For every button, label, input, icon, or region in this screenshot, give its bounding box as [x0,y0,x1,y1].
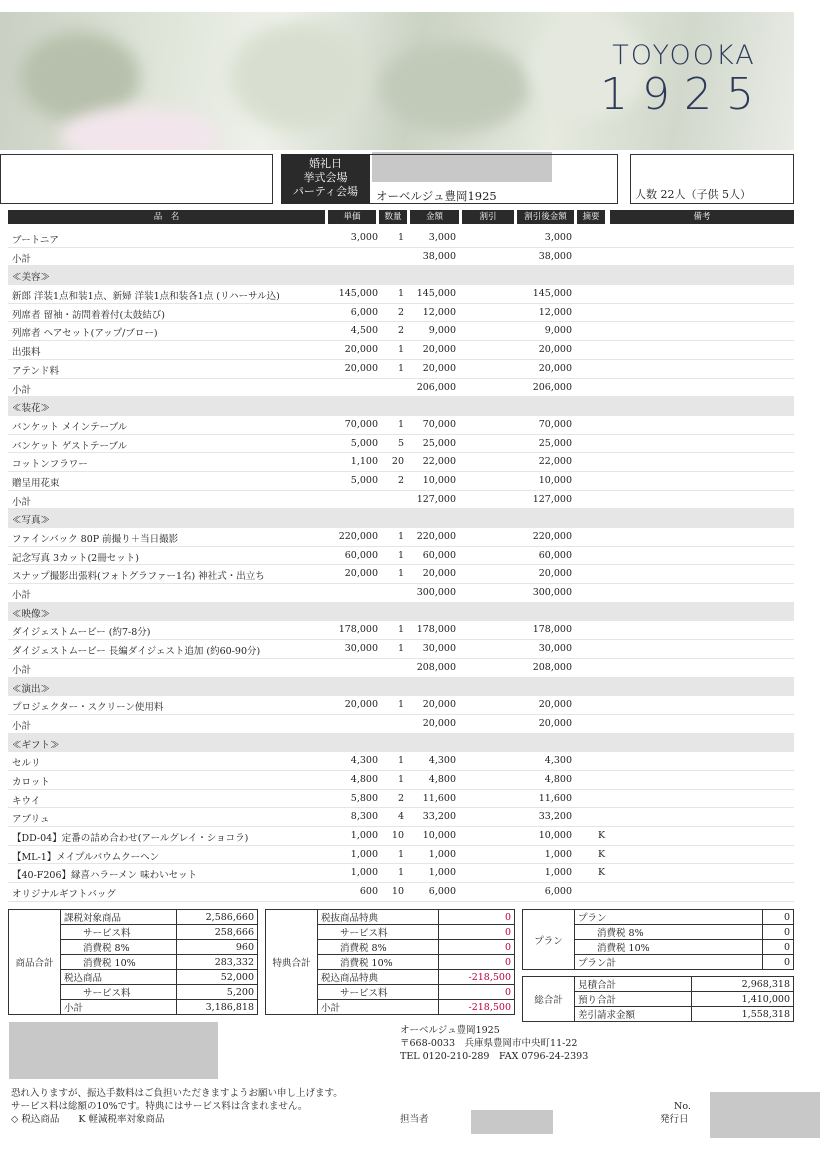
summary-key: 課税対象商品 [61,910,177,925]
item-net-amount: 1,000 [544,867,572,879]
summary-value: 2,586,660 [176,910,257,925]
subtotal-amount: 300,000 [416,587,456,599]
item-amount: 3,000 [428,232,456,243]
summary-key: 消費税 10% [318,955,439,970]
item-qty: 20 [391,456,404,468]
summary-value: 5,200 [176,985,257,1000]
item-row [8,640,794,659]
item-price: 60,000 [344,549,378,561]
item-name: ダイジェストムービー (約7-8分) [12,627,151,639]
item-name: カロット [12,776,50,788]
summary-key: サービス料 [318,925,439,940]
item-name: コットンフラワー [12,459,88,471]
item-net-amount: 10,000 [538,474,572,486]
summary-key: サービス料 [61,925,177,940]
item-row [8,322,794,341]
item-name: 列席者 ヘアセット(アップ/ブロー) [12,328,158,340]
item-price: 30,000 [344,643,378,655]
item-qty: 2 [397,325,404,337]
summary-key: プラン [575,910,763,925]
item-name: ダイジェストムービー 長編ダイジェスト追加 (約60-90分) [12,646,261,658]
item-net-amount: 30,000 [538,643,572,655]
col-summary: 摘要 [577,210,605,224]
item-name: スナップ撮影出張料(フォトグラファー1名) 神社式・出立ち [12,571,265,583]
summary-row [266,910,515,925]
summary-value: -218,500 [438,1000,514,1015]
item-name: ≪演出≫ [12,683,51,695]
item-price: 1,000 [350,830,378,841]
item-price: 145,000 [338,288,378,300]
subtotal-row [8,248,794,267]
item-price: 5,800 [350,792,378,804]
item-row [8,808,794,827]
item-amount: 20,000 [422,699,456,711]
item-price: 6,000 [350,306,378,318]
items-table-header [8,210,794,224]
brand-logo [600,40,768,120]
item-amount: 22,000 [422,456,456,468]
item-row [8,416,794,435]
item-row [8,341,794,360]
item-price: 1,000 [350,867,378,879]
item-row [8,771,794,790]
goods-summary-table [8,909,258,1015]
section-header [8,734,794,753]
item-qty: 1 [397,232,404,243]
item-amount: 1,000 [428,867,456,879]
item-name: ≪美容≫ [12,272,51,284]
item-amount: 20,000 [422,362,456,374]
subtotal-row [8,715,794,734]
summary-group-label: 商品合計 [9,910,61,1015]
item-price: 5,000 [350,474,378,486]
item-net-amount: 9,000 [544,325,572,337]
item-row [8,453,794,472]
item-amount: 145,000 [416,288,456,300]
item-price: 20,000 [344,568,378,580]
item-amount: 30,000 [422,643,456,655]
redacted-stamp [9,1022,218,1079]
col-name: 品 名 [8,210,325,224]
item-tax-tag: K [598,848,606,860]
item-amount: 1,000 [428,848,456,860]
item-qty: 1 [397,362,404,374]
item-price: 20,000 [344,362,378,374]
item-amount: 11,600 [422,792,456,804]
col-net: 割引後金額 [517,210,574,224]
item-name: ≪映像≫ [12,608,51,620]
section-header [8,397,794,416]
item-name: 小計 [12,720,32,732]
summary-key: 税抜商品特典 [318,910,439,925]
party-venue-value: オーベルジュ豊岡1925 [376,189,497,203]
redacted-staff [471,1110,553,1134]
item-amount: 60,000 [422,549,456,561]
item-name: 【DD-04】定番の詰め合わせ(アールグレイ・ショコラ) [12,833,249,844]
item-name: ファインバック 80P 前撮り＋当日撮影 [12,534,179,545]
summary-value: 2,968,318 [692,977,794,992]
item-amount: 10,000 [422,474,456,486]
item-net-amount: 22,000 [538,456,572,468]
item-name: アテンド料 [12,365,60,377]
note-service: サービス料は総額の10%です。特典にはサービス料は含まれません。 [11,1101,308,1112]
item-row [8,621,794,640]
item-amount: 9,000 [428,325,456,337]
summary-value: 0 [438,985,514,1000]
item-row [8,229,794,248]
item-net-amount: 20,000 [538,362,572,374]
summary-value: 0 [438,940,514,955]
item-row [8,360,794,379]
subtotal-amount: 20,000 [422,717,456,729]
section-header [8,266,794,285]
item-price: 1,000 [350,848,378,860]
item-net-amount: 3,000 [544,232,572,243]
event-labels [281,154,370,204]
item-price: 4,500 [350,325,378,337]
section-header [8,678,794,697]
people-count: 人数 22人（子供 5人） [635,188,751,201]
item-name: 新郎 洋装1点和装1点、新婦 洋装1点和装各1点 (リハーサル込) [12,291,280,303]
redacted-number [710,1092,820,1138]
item-amount: 70,000 [422,418,456,430]
notes [11,1087,343,1126]
item-price: 178,000 [338,624,378,636]
summary-key: 消費税 8% [318,940,439,955]
item-amount: 4,800 [428,773,456,785]
brand-name: TOYOOKA [612,40,756,71]
subtotal-net-amount: 206,000 [532,381,572,393]
item-name: プロジェクター・スクリーン使用料 [12,702,164,714]
wedding-date-label: 婚礼日 [309,157,342,170]
subtotal-amount: 127,000 [416,493,456,505]
subtotal-net-amount: 127,000 [532,493,572,505]
item-price: 1,100 [350,456,378,468]
summary-key: 税込商品特典 [318,970,439,985]
summary-value: 1,558,318 [692,1007,794,1022]
total-summary-table [522,976,794,1022]
item-row [8,696,794,715]
item-amount: 6,000 [428,886,456,898]
item-net-amount: 145,000 [532,288,572,300]
photo-blur [230,22,370,132]
summary-row [523,910,794,925]
item-net-amount: 12,000 [538,306,572,318]
item-name: バンケット ゲストテーブル [12,440,128,452]
item-price: 220,000 [338,531,378,542]
summary-value: 0 [762,910,793,925]
item-qty: 5 [397,437,404,449]
summary-group-label: 特典合計 [266,910,318,1015]
header-banner [0,12,794,150]
subtotal-row [8,584,794,603]
summary-key: 預り合計 [575,992,692,1007]
item-amount: 178,000 [416,624,456,636]
note-legend: ◇ 税込商品 K 軽減税率対象商品 [11,1114,165,1125]
item-net-amount: 20,000 [538,568,572,580]
item-name: 小計 [12,590,32,602]
item-net-amount: 60,000 [538,549,572,561]
item-qty: 1 [397,344,404,356]
item-amount: 220,000 [416,531,456,542]
item-qty: 10 [391,886,404,898]
item-tax-tag: K [598,867,606,879]
item-name: 【ML-1】メイプルバウムクーヘン [12,851,160,863]
number-label: No. [674,1101,691,1112]
item-net-amount: 4,300 [544,755,572,767]
summary-key: 見積合計 [575,977,692,992]
col-price: 単価 [328,210,376,224]
note-fee: 恐れ入りますが、振込手数料はご負担いただきますようお願い申し上げます。 [11,1088,343,1099]
item-net-amount: 20,000 [538,699,572,711]
summary-value: 0 [438,955,514,970]
summary-key: 小計 [61,1000,177,1015]
summary-value: 52,000 [176,970,257,985]
summary-value: 960 [176,940,257,955]
item-name: 小計 [12,664,32,676]
item-row [8,435,794,454]
subtotal-row [8,491,794,510]
summary-key: 税込商品 [61,970,177,985]
subtotal-amount: 206,000 [416,381,456,393]
item-name: ≪ギフト≫ [12,739,60,751]
brand-year: 1925 [600,69,768,120]
item-row [8,472,794,491]
item-row [8,827,794,846]
company-phone: TEL 0120-210-289 FAX 0796-24-2393 [400,1051,589,1062]
item-qty: 2 [397,792,404,804]
item-net-amount: 6,000 [544,886,572,898]
subtotal-row [8,379,794,398]
item-name: アブリュ [12,814,50,826]
item-price: 600 [359,886,378,898]
benefit-summary-table [265,909,515,1015]
item-qty: 2 [397,306,404,318]
section-header [8,603,794,622]
company-info [400,1024,588,1063]
item-net-amount: 33,200 [538,811,572,823]
subtotal-row [8,659,794,678]
item-qty: 1 [397,624,404,636]
summary-key: プラン計 [575,955,763,970]
item-net-amount: 70,000 [538,418,572,430]
item-price: 20,000 [344,699,378,711]
item-row [8,752,794,771]
item-row [8,304,794,323]
item-name: 列席者 留袖・訪問着着付(太鼓結び) [12,309,165,321]
item-name: オリジナルギフトバッグ [12,889,116,901]
subtotal-net-amount: 300,000 [532,587,572,599]
summary-key: サービス料 [318,985,439,1000]
item-amount: 33,200 [422,811,456,823]
item-net-amount: 11,600 [538,792,572,804]
item-price: 70,000 [344,418,378,430]
subtotal-amount: 38,000 [422,250,456,262]
ceremony-venue-label: 挙式会場 [303,171,348,184]
subtotal-net-amount: 208,000 [532,661,572,673]
summary-value: 258,666 [176,925,257,940]
item-name: 小計 [12,253,32,265]
item-price: 3,000 [350,232,378,243]
summary-group-label: プラン [523,910,575,970]
item-name: キウイ [12,795,41,807]
summary-value: 283,332 [176,955,257,970]
item-amount: 25,000 [422,437,456,449]
customer-box [0,154,273,204]
plan-summary-table [522,909,794,970]
item-row [8,864,794,883]
item-name: 贈呈用花束 [12,477,60,489]
item-qty: 1 [397,755,404,767]
item-name: ブートニア [12,235,59,246]
item-name: 小計 [12,384,32,396]
item-qty: 1 [397,531,404,542]
col-discount: 割引 [462,210,514,224]
item-row [8,547,794,566]
subtotal-amount: 208,000 [416,661,456,673]
summary-key: 消費税 10% [575,940,763,955]
item-name: ≪装花≫ [12,403,51,415]
company-name: オーベルジュ豊岡1925 [400,1025,500,1036]
summary-key: 差引請求金額 [575,1007,692,1022]
party-venue-label: パーティ会場 [292,185,359,198]
subtotal-net-amount: 20,000 [538,717,572,729]
item-net-amount: 1,000 [544,848,572,860]
item-qty: 1 [397,773,404,785]
issue-date-label: 発行日 [660,1114,689,1125]
summary-key: 小計 [318,1000,439,1015]
item-price: 4,300 [350,755,378,767]
items-table-body [8,229,794,902]
item-name: 【40-F206】縁喜ハラーメン 味わいセット [12,870,198,882]
subtotal-net-amount: 38,000 [538,250,572,262]
item-price: 4,800 [350,773,378,785]
col-amount: 金額 [410,210,459,224]
item-qty: 1 [397,568,404,580]
item-qty: 2 [397,474,404,486]
summary-value: 0 [762,925,793,940]
summary-row [523,977,794,992]
item-qty: 1 [397,699,404,711]
photo-blur [380,42,530,132]
summary-key: 消費税 8% [61,940,177,955]
col-remarks: 備考 [610,210,794,224]
item-row [8,883,794,902]
col-qty: 数量 [379,210,407,224]
item-net-amount: 4,800 [544,773,572,785]
summary-value: 0 [438,910,514,925]
item-name: 小計 [12,496,32,508]
item-name: 記念写真 3カット(2冊セット) [12,552,139,564]
item-net-amount: 20,000 [538,344,572,356]
summary-value: 0 [762,940,793,955]
item-amount: 20,000 [422,568,456,580]
summary-value: 1,410,000 [692,992,794,1007]
item-row [8,565,794,584]
summary-value: 3,186,818 [176,1000,257,1015]
item-amount: 20,000 [422,344,456,356]
item-row [8,790,794,809]
item-price: 20,000 [344,344,378,356]
item-net-amount: 220,000 [532,531,572,542]
company-address: 〒668-0033 兵庫県豊岡市中央町11-22 [400,1038,578,1049]
item-price: 8,300 [350,811,378,823]
summary-key: 消費税 10% [61,955,177,970]
item-qty: 10 [391,830,404,841]
item-net-amount: 178,000 [532,624,572,636]
item-amount: 10,000 [422,830,456,841]
item-qty: 1 [397,867,404,879]
summary-group-label: 総合計 [523,977,575,1022]
staff-label: 担当者 [400,1114,429,1125]
item-qty: 1 [397,643,404,655]
item-net-amount: 25,000 [538,437,572,449]
item-row [8,285,794,304]
item-row [8,846,794,865]
item-row [8,528,794,547]
item-tax-tag: K [598,830,606,841]
item-amount: 4,300 [428,755,456,767]
item-amount: 12,000 [422,306,456,318]
summary-value: 0 [438,925,514,940]
summary-row [9,910,258,925]
item-qty: 1 [397,288,404,300]
item-qty: 4 [397,811,404,823]
item-qty: 1 [397,848,404,860]
item-price: 5,000 [350,437,378,449]
item-name: セルリ [12,758,41,770]
item-qty: 1 [397,549,404,561]
item-name: ≪写真≫ [12,515,51,527]
item-name: バンケット メインテーブル [12,421,128,433]
summary-value: 0 [762,955,793,970]
summary-key: 消費税 8% [575,925,763,940]
item-name: 出張料 [12,347,41,359]
summary-key: サービス料 [61,985,177,1000]
item-qty: 1 [397,418,404,430]
section-header [8,509,794,528]
item-net-amount: 10,000 [538,830,572,841]
summary-value: -218,500 [438,970,514,985]
